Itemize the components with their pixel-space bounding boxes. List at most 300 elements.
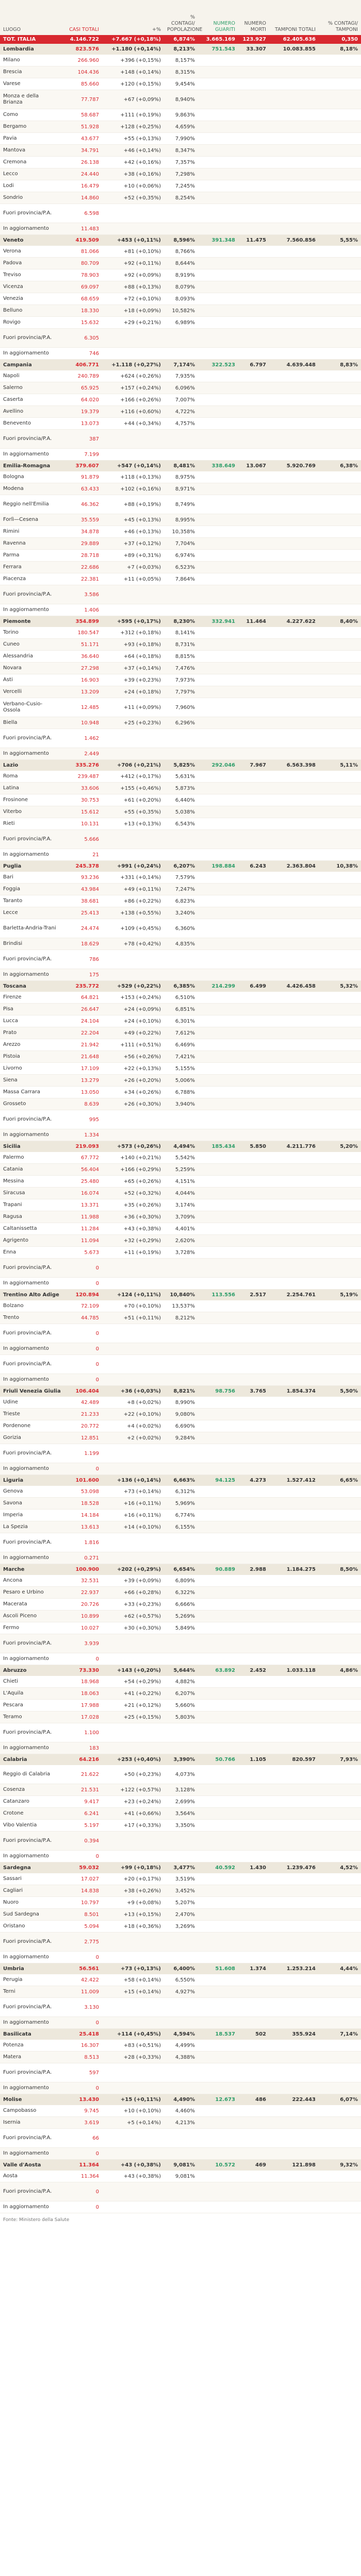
region-guariti: 113.556 xyxy=(198,1290,238,1301)
province-ct xyxy=(319,382,361,394)
region-ct: 8,18% xyxy=(319,44,361,55)
province-guariti xyxy=(198,1952,238,1963)
province-guariti xyxy=(198,1587,238,1599)
province-row xyxy=(0,258,361,269)
province-delta: +32 (+0,29%) xyxy=(102,1235,164,1247)
province-pop: 8,079% xyxy=(164,281,198,293)
province-morti xyxy=(238,992,269,1004)
region-row[interactable] xyxy=(0,1386,361,1397)
province-morti xyxy=(238,1998,269,2017)
region-cases: 25.418 xyxy=(62,2029,102,2040)
header-tamponi-totali[interactable]: TAMPONI TOTALI xyxy=(269,0,319,35)
region-row[interactable] xyxy=(0,1963,361,1975)
province-ct xyxy=(319,1952,361,1963)
province-morti xyxy=(238,1409,269,1420)
region-row[interactable] xyxy=(0,1290,361,1301)
region-guariti: 198.884 xyxy=(198,861,238,872)
province-row xyxy=(0,698,361,717)
province-name: Vicenza xyxy=(0,281,62,293)
province-guariti xyxy=(198,1622,238,1634)
region-name: Toscana xyxy=(0,981,62,992)
province-guariti xyxy=(198,1463,238,1475)
province-tamponi xyxy=(269,1653,319,1665)
province-pop: 3,128% xyxy=(164,1784,198,1796)
province-row xyxy=(0,2040,361,2052)
province-name: Mantova xyxy=(0,145,62,157)
province-morti xyxy=(238,884,269,895)
province-ct xyxy=(319,495,361,514)
province-tamponi xyxy=(269,1796,319,1808)
province-pop: 2,470% xyxy=(164,1909,198,1921)
province-morti xyxy=(238,550,269,562)
region-row[interactable] xyxy=(0,2029,361,2040)
total-morti: 123.927 xyxy=(238,35,269,44)
province-delta: +4 (+0,02%) xyxy=(102,1420,164,1432)
region-ct: 7,14% xyxy=(319,2029,361,2040)
header-luogo[interactable]: LUOGO xyxy=(0,0,62,35)
province-pop: 6,974% xyxy=(164,550,198,562)
province-cases: 35.559 xyxy=(62,514,102,526)
province-name: Trapani xyxy=(0,1199,62,1211)
region-guariti: 751.543 xyxy=(198,44,238,55)
province-cases: 22.937 xyxy=(62,1587,102,1599)
region-row[interactable] xyxy=(0,861,361,872)
province-row xyxy=(0,1533,361,1552)
province-guariti xyxy=(198,1098,238,1110)
province-row xyxy=(0,573,361,585)
province-ct xyxy=(319,1486,361,1498)
province-pop: 7,960% xyxy=(164,698,198,717)
province-row xyxy=(0,1611,361,1622)
province-delta: +81 (+0,10%) xyxy=(102,246,164,258)
province-cases: 22.204 xyxy=(62,1027,102,1039)
region-ct: 5,50% xyxy=(319,1386,361,1397)
region-tamponi: 4.211.776 xyxy=(269,1141,319,1153)
province-row xyxy=(0,1521,361,1533)
province-row xyxy=(0,526,361,538)
province-pop: 4,835% xyxy=(164,938,198,950)
region-guariti: 40.592 xyxy=(198,1862,238,1874)
province-morti xyxy=(238,783,269,794)
province-row xyxy=(0,109,361,121)
province-name: In aggiornamento xyxy=(0,449,62,461)
region-cases: 11.364 xyxy=(62,2160,102,2171)
province-name: Fuori provincia/P.A. xyxy=(0,1723,62,1742)
province-row xyxy=(0,1397,361,1409)
province-cases: 3.619 xyxy=(62,2117,102,2129)
province-pop: 4,388% xyxy=(164,2052,198,2063)
province-name: Cremona xyxy=(0,157,62,168)
province-delta: +16 (+0,11%) xyxy=(102,1498,164,1510)
province-row xyxy=(0,1051,361,1063)
province-tamponi xyxy=(269,717,319,729)
province-pop: 6,543% xyxy=(164,818,198,830)
province-pop: 4,213% xyxy=(164,2117,198,2129)
province-row xyxy=(0,1998,361,2017)
region-delta: +529 (+0,22%) xyxy=(102,981,164,992)
province-tamponi xyxy=(269,1521,319,1533)
province-row xyxy=(0,1711,361,1723)
province-cases: 14.860 xyxy=(62,192,102,204)
province-pop: 7,579% xyxy=(164,872,198,884)
province-guariti xyxy=(198,90,238,109)
province-ct xyxy=(319,1599,361,1611)
region-row[interactable] xyxy=(0,1564,361,1575)
province-guariti xyxy=(198,2017,238,2029)
region-ct: 4,86% xyxy=(319,1665,361,1676)
province-cases: 1.334 xyxy=(62,1129,102,1141)
province-pop xyxy=(164,1998,198,2017)
province-pop: 10,358% xyxy=(164,526,198,538)
province-cases: 72.109 xyxy=(62,1300,102,1312)
province-guariti xyxy=(198,1039,238,1051)
province-name: Fuori provincia/P.A. xyxy=(0,1832,62,1851)
province-tamponi xyxy=(269,806,319,818)
province-cases: 21.233 xyxy=(62,1409,102,1420)
province-name: Roma xyxy=(0,771,62,783)
province-guariti xyxy=(198,1510,238,1521)
province-tamponi xyxy=(269,204,319,223)
province-pop: 8,995% xyxy=(164,514,198,526)
region-row[interactable] xyxy=(0,235,361,246)
region-cases: 73.330 xyxy=(62,1665,102,1676)
province-name: Aosta xyxy=(0,2171,62,2182)
region-row[interactable] xyxy=(0,1475,361,1486)
province-name: Rieti xyxy=(0,818,62,830)
province-name: Bolzano xyxy=(0,1300,62,1312)
province-guariti xyxy=(198,66,238,78)
province-delta xyxy=(102,830,164,849)
province-morti xyxy=(238,538,269,550)
province-ct xyxy=(319,109,361,121)
province-cases: 1.406 xyxy=(62,604,102,616)
province-tamponi xyxy=(269,674,319,686)
province-name: Fuori provincia/P.A. xyxy=(0,950,62,969)
region-row[interactable] xyxy=(0,1141,361,1153)
region-row[interactable] xyxy=(0,44,361,55)
province-pop: 5,207% xyxy=(164,1897,198,1909)
region-delta: +136 (+0,14%) xyxy=(102,1475,164,1486)
province-cases: 16.074 xyxy=(62,1188,102,1199)
region-guariti: 12.673 xyxy=(198,2094,238,2106)
province-ct xyxy=(319,919,361,938)
province-pop: 5,542% xyxy=(164,1152,198,1164)
province-row xyxy=(0,1098,361,1110)
province-name: Fuori provincia/P.A. xyxy=(0,204,62,223)
region-name: Marche xyxy=(0,1564,62,1575)
province-pop: 8,254% xyxy=(164,192,198,204)
region-delta: +143 (+0,20%) xyxy=(102,1665,164,1676)
province-cases: 16.903 xyxy=(62,674,102,686)
region-row[interactable] xyxy=(0,360,361,371)
province-delta xyxy=(102,2148,164,2160)
province-ct xyxy=(319,1188,361,1199)
total-ct: 0,350 xyxy=(319,35,361,44)
region-row[interactable] xyxy=(0,1754,361,1766)
province-ct xyxy=(319,1885,361,1897)
region-row[interactable] xyxy=(0,981,361,992)
total-cases: 4.146.722 xyxy=(62,35,102,44)
province-delta: +78 (+0,42%) xyxy=(102,938,164,950)
province-cases: 42.489 xyxy=(62,1397,102,1409)
province-delta: +55 (+0,13%) xyxy=(102,133,164,145)
province-cases: 239.487 xyxy=(62,771,102,783)
province-guariti xyxy=(198,1015,238,1027)
province-morti xyxy=(238,1374,269,1386)
region-morti: 502 xyxy=(238,2029,269,2040)
province-guariti xyxy=(198,698,238,717)
province-row xyxy=(0,1634,361,1653)
region-row[interactable] xyxy=(0,1665,361,1676)
province-pop xyxy=(164,1933,198,1952)
province-row xyxy=(0,1653,361,1665)
province-delta xyxy=(102,1998,164,2017)
province-guariti xyxy=(198,483,238,495)
header-numero-morti[interactable]: NUMERO MORTI xyxy=(238,0,269,35)
province-morti xyxy=(238,370,269,382)
province-morti xyxy=(238,109,269,121)
province-tamponi xyxy=(269,1027,319,1039)
province-delta: +58 (+0,14%) xyxy=(102,1974,164,1986)
province-ct xyxy=(319,748,361,760)
province-guariti xyxy=(198,717,238,729)
province-ct xyxy=(319,471,361,483)
province-morti xyxy=(238,317,269,329)
province-cases: 80.709 xyxy=(62,258,102,269)
region-row[interactable] xyxy=(0,2094,361,2106)
province-delta: +39 (+0,23%) xyxy=(102,674,164,686)
province-delta xyxy=(102,585,164,604)
province-ct xyxy=(319,2040,361,2052)
province-morti xyxy=(238,430,269,449)
province-pop xyxy=(164,204,198,223)
header-numero-guariti[interactable]: NUMERO GUARITI xyxy=(198,0,238,35)
total-name: TOT. ITALIA xyxy=(0,35,62,44)
province-cases: 25.480 xyxy=(62,1176,102,1188)
province-guariti xyxy=(198,1432,238,1444)
province-tamponi xyxy=(269,1343,319,1355)
province-pop: 6,809% xyxy=(164,1575,198,1587)
region-tamponi: 4.639.448 xyxy=(269,360,319,371)
province-cases: 0 xyxy=(62,1952,102,1963)
region-ct: 7,93% xyxy=(319,1754,361,1766)
province-delta: +49 (+0,22%) xyxy=(102,1027,164,1039)
province-ct xyxy=(319,246,361,258)
province-ct xyxy=(319,1653,361,1665)
province-delta: +8 (+0,02%) xyxy=(102,1397,164,1409)
province-row xyxy=(0,1897,361,1909)
province-row xyxy=(0,884,361,895)
province-pop: 3,269% xyxy=(164,1921,198,1933)
province-ct xyxy=(319,1278,361,1290)
province-guariti xyxy=(198,2040,238,2052)
province-row xyxy=(0,919,361,938)
province-tamponi xyxy=(269,1110,319,1129)
province-row xyxy=(0,1015,361,1027)
region-morti: 11.475 xyxy=(238,235,269,246)
province-tamponi xyxy=(269,1129,319,1141)
province-name: Catanzaro xyxy=(0,1796,62,1808)
province-cases: 68.659 xyxy=(62,293,102,305)
province-ct xyxy=(319,317,361,329)
province-name: Salerno xyxy=(0,382,62,394)
province-morti xyxy=(238,269,269,281)
province-delta xyxy=(102,1933,164,1952)
province-ct xyxy=(319,1498,361,1510)
province-tamponi xyxy=(269,329,319,348)
province-tamponi xyxy=(269,830,319,849)
province-ct xyxy=(319,483,361,495)
region-row[interactable] xyxy=(0,616,361,628)
province-ct xyxy=(319,1851,361,1862)
province-name: Siracusa xyxy=(0,1188,62,1199)
province-row xyxy=(0,1110,361,1129)
province-name: In aggiornamento xyxy=(0,1851,62,1862)
province-tamponi xyxy=(269,1510,319,1521)
province-delta: +5 (+0,14%) xyxy=(102,2117,164,2129)
province-tamponi xyxy=(269,1820,319,1832)
region-tamponi: 10.083.855 xyxy=(269,44,319,55)
region-pop: 5,825% xyxy=(164,760,198,771)
province-name: Fuori provincia/P.A. xyxy=(0,1110,62,1129)
province-pop: 6,360% xyxy=(164,919,198,938)
province-pop: 6,774% xyxy=(164,1510,198,1521)
province-row xyxy=(0,1176,361,1188)
province-morti xyxy=(238,1851,269,1862)
province-ct xyxy=(319,1087,361,1098)
province-tamponi xyxy=(269,90,319,109)
province-tamponi xyxy=(269,872,319,884)
province-name: Sondrio xyxy=(0,192,62,204)
province-name: Grosseto xyxy=(0,1098,62,1110)
province-delta: +37 (+0,12%) xyxy=(102,538,164,550)
province-ct xyxy=(319,2201,361,2213)
province-guariti xyxy=(198,471,238,483)
province-row xyxy=(0,133,361,145)
province-pop: 3,728% xyxy=(164,1247,198,1259)
province-guariti xyxy=(198,806,238,818)
province-delta: +155 (+0,46%) xyxy=(102,783,164,794)
province-tamponi xyxy=(269,1909,319,1921)
province-delta: +41 (+0,66%) xyxy=(102,1808,164,1820)
province-delta: +64 (+0,18%) xyxy=(102,651,164,663)
province-cases: 27.298 xyxy=(62,663,102,674)
province-cases: 11.483 xyxy=(62,223,102,235)
province-cases: 58.687 xyxy=(62,109,102,121)
region-row[interactable] xyxy=(0,461,361,472)
region-pop: 4,594% xyxy=(164,2029,198,2040)
province-delta: +624 (+0,26%) xyxy=(102,370,164,382)
province-delta xyxy=(102,2182,164,2201)
province-ct xyxy=(319,585,361,604)
province-name: Reggio di Calabria xyxy=(0,1765,62,1784)
total-row xyxy=(0,35,361,44)
province-tamponi xyxy=(269,1300,319,1312)
region-guariti: 322.523 xyxy=(198,360,238,371)
province-pop: 6,550% xyxy=(164,1974,198,1986)
province-ct xyxy=(319,907,361,919)
province-cases: 0 xyxy=(62,1259,102,1278)
province-ct xyxy=(319,663,361,674)
province-cases: 2.449 xyxy=(62,748,102,760)
province-row xyxy=(0,1355,361,1374)
province-guariti xyxy=(198,686,238,698)
province-pop xyxy=(164,430,198,449)
header-contagi-tamponi[interactable]: % CONTAGI/ TAMPONI xyxy=(319,0,361,35)
province-tamponi xyxy=(269,818,319,830)
province-ct xyxy=(319,1397,361,1409)
province-name: Rovigo xyxy=(0,317,62,329)
province-cases: 11.364 xyxy=(62,2171,102,2182)
province-name: Catania xyxy=(0,1164,62,1176)
province-delta: +70 (+0,10%) xyxy=(102,1300,164,1312)
province-ct xyxy=(319,698,361,717)
province-delta: +23 (+0,24%) xyxy=(102,1796,164,1808)
region-row[interactable] xyxy=(0,2160,361,2171)
province-name: Piacenza xyxy=(0,573,62,585)
region-cases: 406.771 xyxy=(62,360,102,371)
province-row xyxy=(0,329,361,348)
province-delta: +22 (+0,13%) xyxy=(102,1063,164,1075)
province-pop: 7,476% xyxy=(164,663,198,674)
region-pop: 8,821% xyxy=(164,1386,198,1397)
province-pop: 6,207% xyxy=(164,1688,198,1700)
province-row xyxy=(0,55,361,66)
region-pop: 6,654% xyxy=(164,1564,198,1575)
province-name: Ravenna xyxy=(0,538,62,550)
region-row[interactable] xyxy=(0,760,361,771)
province-morti xyxy=(238,686,269,698)
header-delta[interactable]: +% xyxy=(102,0,164,35)
region-guariti: 50.766 xyxy=(198,1754,238,1766)
province-tamponi xyxy=(269,686,319,698)
province-row xyxy=(0,406,361,418)
province-guariti xyxy=(198,1808,238,1820)
province-name: Verbano-Cusio-Ossola xyxy=(0,698,62,717)
province-ct xyxy=(319,651,361,663)
province-cases: 9.745 xyxy=(62,2105,102,2117)
region-guariti: 94.125 xyxy=(198,1475,238,1486)
province-name: Asti xyxy=(0,674,62,686)
province-morti xyxy=(238,55,269,66)
header-contagi-popolazione[interactable]: % CONTAGI/ POPOLAZIONE xyxy=(164,0,198,35)
province-morti xyxy=(238,2148,269,2160)
province-delta: +45 (+0,13%) xyxy=(102,514,164,526)
province-row xyxy=(0,1486,361,1498)
province-tamponi xyxy=(269,1420,319,1432)
province-delta: +73 (+0,14%) xyxy=(102,1486,164,1498)
province-pop: 5,873% xyxy=(164,783,198,794)
region-pop: 10,840% xyxy=(164,1290,198,1301)
province-pop: 7,990% xyxy=(164,133,198,145)
province-name: Trento xyxy=(0,1312,62,1324)
province-ct xyxy=(319,1784,361,1796)
header-casi-totali[interactable]: CASI TOTALI xyxy=(62,0,102,35)
province-cases: 13.371 xyxy=(62,1199,102,1211)
province-ct xyxy=(319,1063,361,1075)
region-row[interactable] xyxy=(0,1862,361,1874)
province-cases: 14.184 xyxy=(62,1510,102,1521)
province-name: Novara xyxy=(0,663,62,674)
province-ct xyxy=(319,1742,361,1754)
province-ct xyxy=(319,992,361,1004)
province-ct xyxy=(319,1211,361,1223)
province-tamponi xyxy=(269,1098,319,1110)
province-name: Fuori provincia/P.A. xyxy=(0,2182,62,2201)
province-pop: 4,044% xyxy=(164,1188,198,1199)
province-delta: +24 (+0,09%) xyxy=(102,1004,164,1015)
region-cases: 59.032 xyxy=(62,1862,102,1874)
